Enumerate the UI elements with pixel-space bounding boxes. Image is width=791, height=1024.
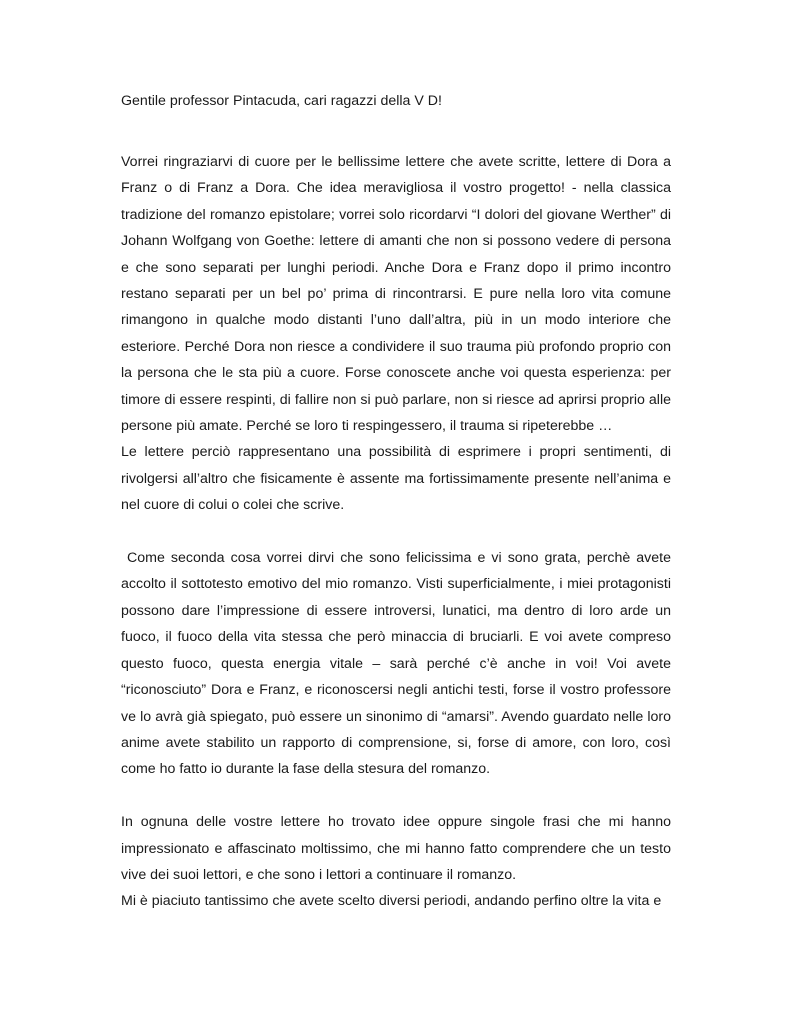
paragraph-spacer: [121, 783, 671, 809]
paragraph-letters-meaning: Le lettere perciò rappresentano una possibilità di esprimere i propri sentimenti, di rivolgersi all’altro che fisicamente è assente ma fortissimamente presente nell’anima e nel cuore di colui o colei che scrive.: [121, 444, 671, 514]
salutation: Gentile professor Pintacuda, cari ragazzi della V D!: [121, 93, 442, 109]
paragraph-periods: Mi è piaciuto tantissimo che avete scelto diversi periodi, andando perfino oltre la vita e: [121, 893, 662, 910]
paragraph-emotional-subtext: Come seconda cosa vorrei dirvi che sono felicissima e vi sono grata, perchè avete accolto il sottotesto emotivo del mio romanzo. Visti superficialmente, i miei protagonisti possono dare l’impressione di essere introversi, lunatici, ma dentro di loro arde un fuoco, il fuoco della vita stessa che però minaccia di bruciarli. E voi avete compreso questo fuoco, questa energia vitale – sarà perché c’è anche in voi! Voi avete “riconosciuto” Dora e Franz, e riconoscersi negli antichi testi, forse il vostro professore ve lo avrà già spiegato, può essere un sinonimo di “amarsi”. Avendo guardato nelle loro anime avete stabilito un rapporto di comprensione, si, forse di amore, con loro, così come ho fatto io durante la fase della stesura del romanzo.: [121, 550, 671, 778]
paragraph-gratitude: Vorrei ringraziarvi di cuore per le bellissime lettere che avete scritte, lettere di Dora a Franz o di Franz a Dora. Che idea meravigliosa il vostro progetto! - nella classica tradizione del romanzo epistolare; vorrei solo ricordarvi “I dolori del giovane Werther” di Johann Wolfgang von Goethe: lettere di amanti che non si possono vedere di persona e che sono separati per lunghi periodi. Anche Dora e Franz dopo il primo incontro restano separati per un bel po’ prima di rincontrarsi. E pure nella loro vita comune rimangono in qualche modo distanti l’uno dall’altra, più in un modo interiore che esteriore. Perché Dora non riesce a condividere il suo trauma più profondo proprio con la persona che le sta più a cuore. Forse conoscete anche voi questa esperienza: per timore di essere respinti, di fallire non si può parlare, non si riesce ad aprirsi proprio alle persone più amate. Perché se loro ti respingessero, il trauma si ripeterebbe …: [121, 154, 671, 435]
letter-body: [121, 149, 671, 915]
paragraph-spacer: [121, 519, 671, 545]
paragraph-ideas: In ognuna delle vostre lettere ho trovato idee oppure singole frasi che mi hanno impressionato e affascinato moltissimo, che mi hanno fatto comprendere che un testo vive dei suoi lettori, e che sono i lettori a continuare il romanzo.: [121, 814, 671, 883]
